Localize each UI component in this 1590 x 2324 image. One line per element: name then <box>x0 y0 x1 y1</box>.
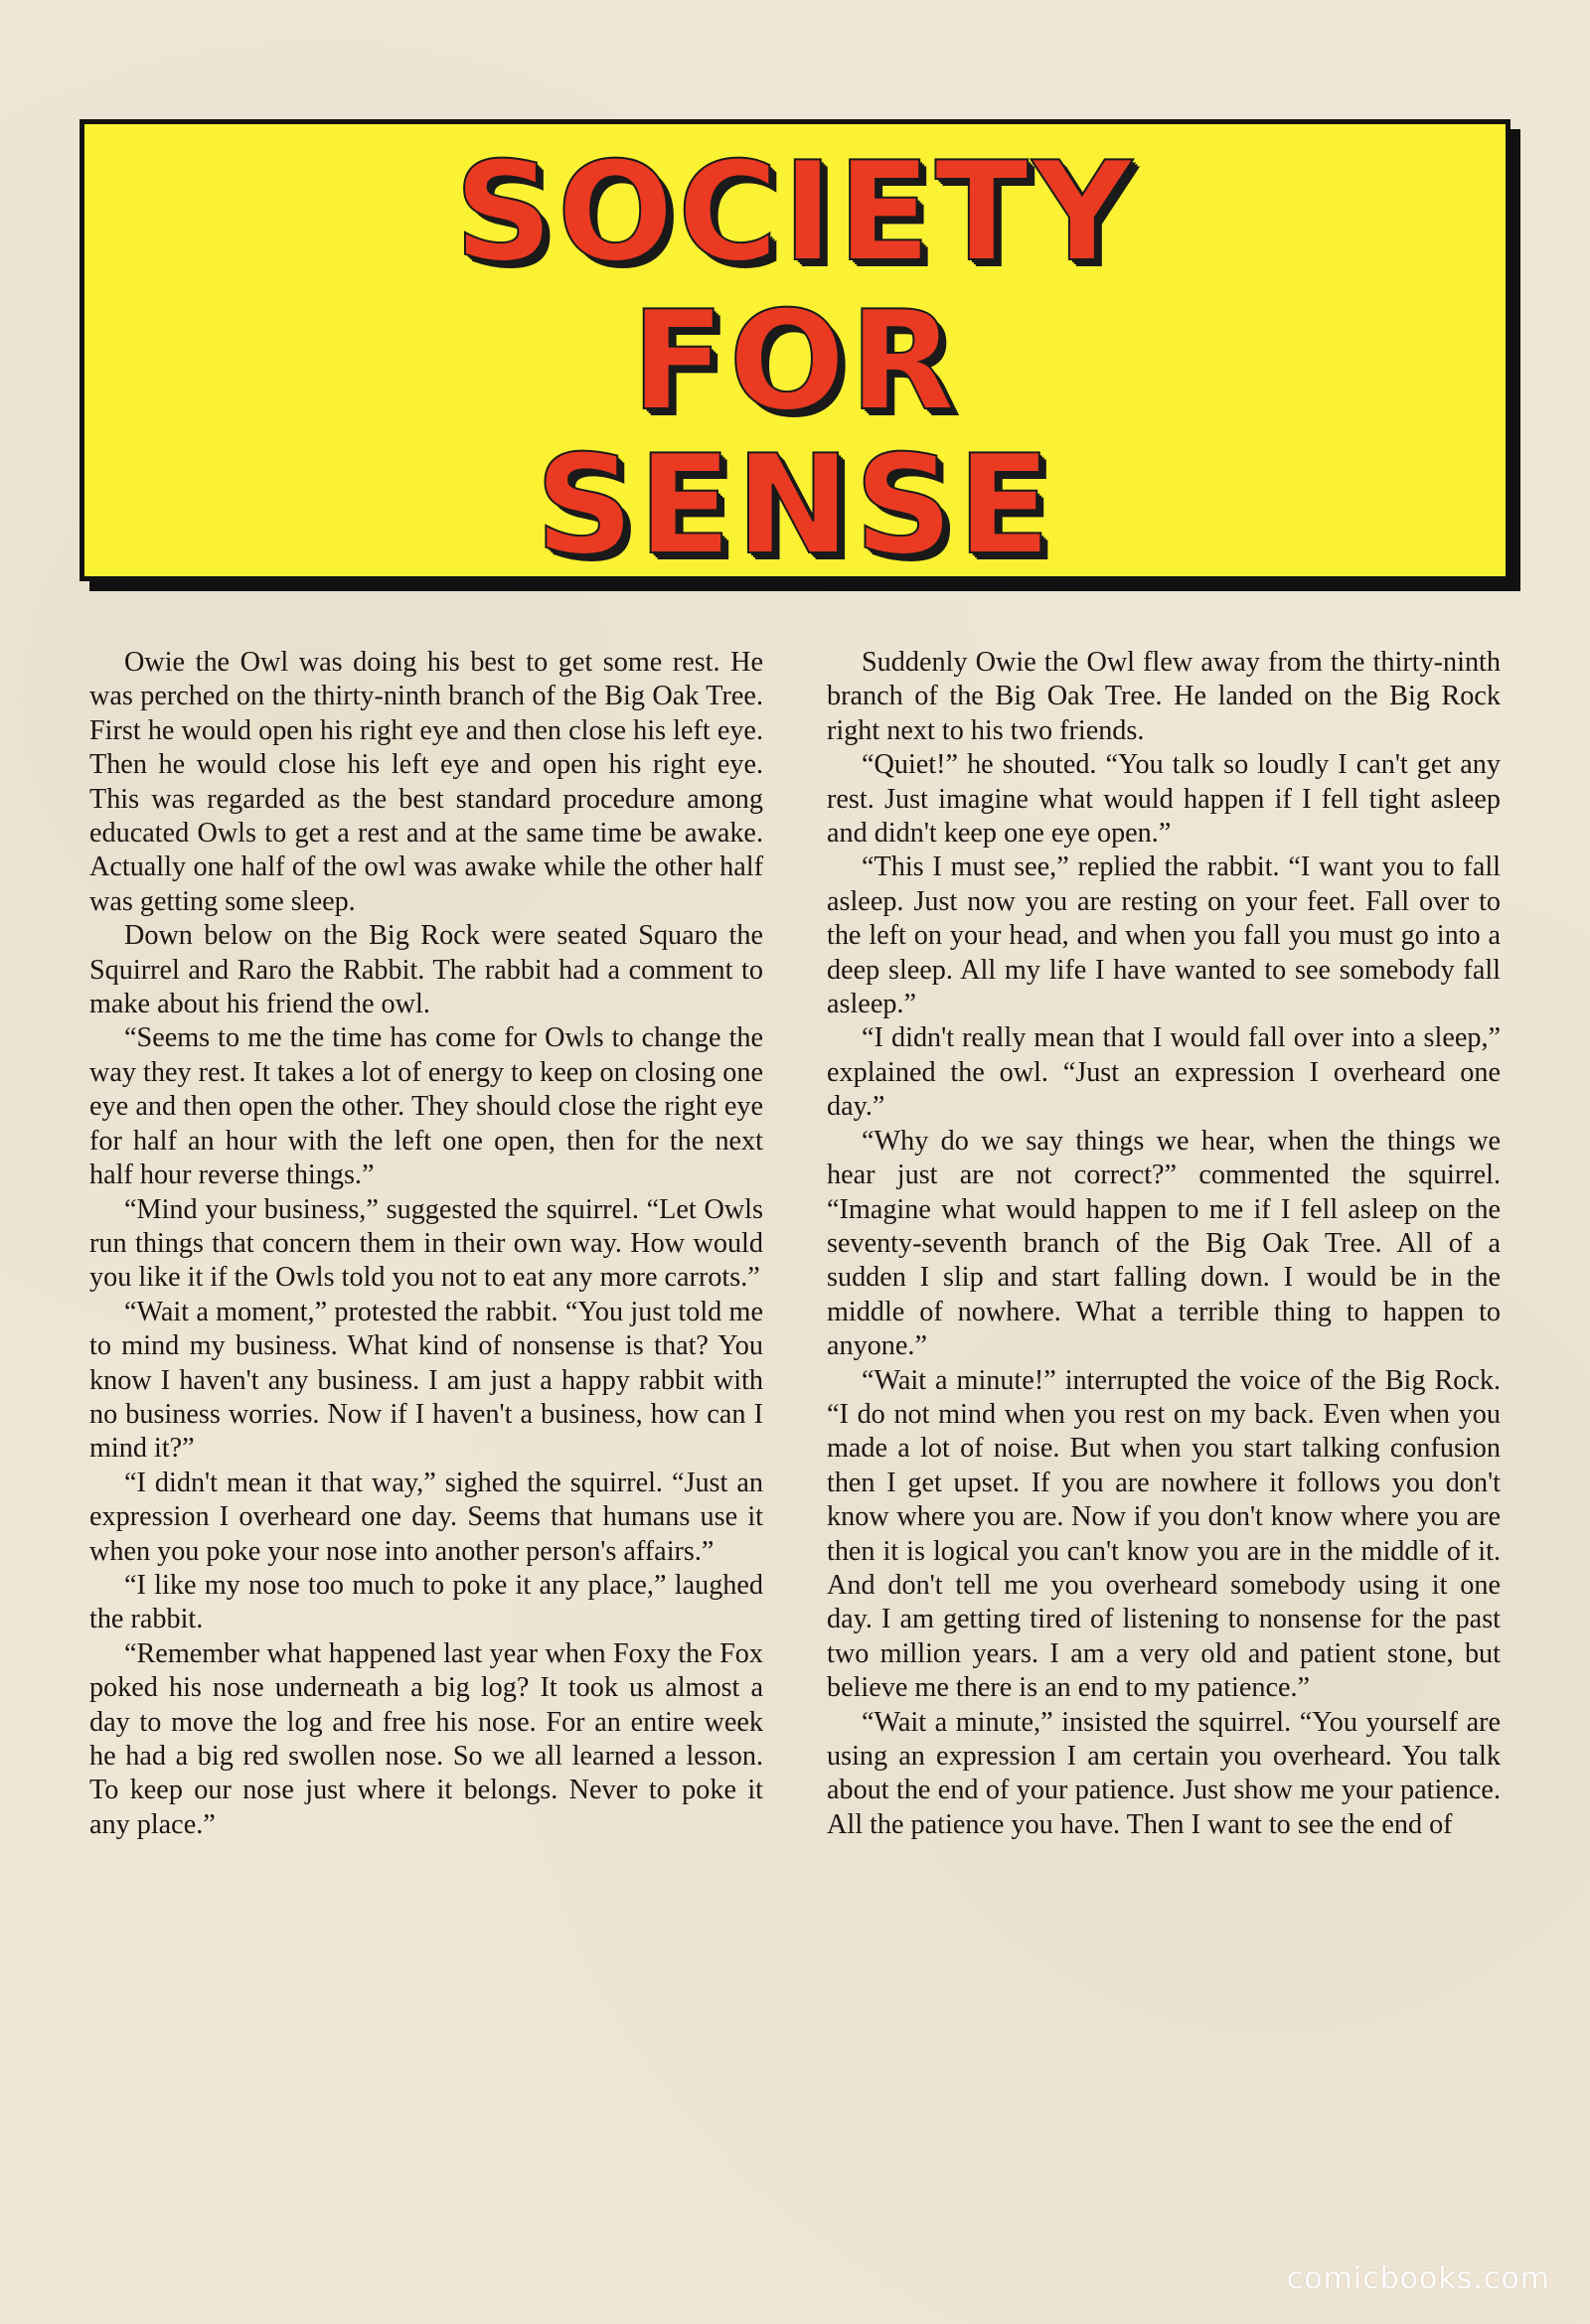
title-line-society: SOCIETY <box>454 132 1136 292</box>
paragraph: “Seems to me the time has come for Owls to change the way they rest. It takes a lot of energy to keep on closing one eye and then open the other. They should close the right eye for half an hour with the left one open, then for the next half hour reverse things.” <box>89 1022 763 1191</box>
paragraph: Down below on the Big Rock were seated Squaro the Squirrel and Raro the Rabbit. The rabbit had a comment to make about his friend the owl. <box>89 920 763 1020</box>
paragraph: “Mind your business,” suggested the squirrel. “Let Owls run things that concern them in their own way. How would you like it if the Owls told you not to eat any more carrots.” <box>89 1193 763 1294</box>
paragraph: “This I must see,” replied the rabbit. “I want you to fall asleep. Just now you are resting on your feet. Fall over to the left on your head, and when you fall you must go into a deep sleep. All my life I have wanted to see somebody fall asleep.” <box>827 852 1501 1020</box>
paragraph: “I didn't really mean that I would fall over into a sleep,” explained the owl. “Just an expression I overheard one day.” <box>827 1022 1501 1123</box>
site-watermark: comicbooks.com <box>1286 2261 1550 2296</box>
title-line-sense: SENSE <box>535 425 1055 585</box>
paragraph: “I didn't mean it that way,” sighed the squirrel. “Just an expression I overheard one day. Seems that humans use it when you poke your nose into another person's affairs.” <box>89 1467 763 1567</box>
paragraph: “Why do we say things we hear, when the things we hear just are not correct?” commented the squirrel. “Imagine what would happen to me if I fell asleep on the seventy-seventh branch of the Big Oak Tree. All of a sudden I slip and start falling down. I would be in the middle of nowhere. What a terrible thing to happen to anyone.” <box>827 1125 1501 1362</box>
paragraph: “Wait a minute!” interrupted the voice of the Big Rock. “I do not mind when you rest on my back. Even when you made a lot of noise. But when you start talking confusion then I get upset. If you are nowhere it follows you don't know where you are. Now if you don't know where you are then it is logical you can't know you are in the middle of it. And don't tell me you overheard somebody using it one day. I am getting tired of listening to nonsense for the past two million years. I am a very old and patient stone, but believe me there is an end to my patience.” <box>827 1364 1501 1704</box>
paragraph: Suddenly Owie the Owl flew away from the thirty-ninth branch of the Big Oak Tree. He landed on the Big Rock right next to his two friends. <box>827 647 1501 746</box>
paragraph: “Wait a moment,” protested the rabbit. “You just told me to mind my business. What kind of nonsense is that? You know I haven't any business. I am just a happy rabbit with no business worries. Now if I haven't a business, how can I mind it?” <box>89 1296 763 1465</box>
story-column-right <box>827 646 1501 1842</box>
paragraph: “Wait a minute,” insisted the squirrel. “You yourself are using an expression I am certain you overheard. You talk about the end of your patience. Just show me your patience. All the patience you have. Then I want to see the end of <box>827 1706 1501 1840</box>
paragraph: Owie the Owl was doing his best to get some rest. He was perched on the thirty-ninth branch of the Big Oak Tree. First he would open his right eye and then close his left eye. Then he would close his left eye and open his right eye. This was regarded as the best standard procedure among educated Owls to get a rest and at the same time be awake. Actually one half of the owl was awake while the other half was getting some sleep. <box>89 647 763 917</box>
title-line-for: FOR <box>631 281 959 441</box>
paragraph: “I like my nose too much to poke it any place,” laughed the rabbit. <box>89 1569 763 1635</box>
paragraph: “Remember what happened last year when Foxy the Fox poked his nose underneath a big log? It took us almost a day to move the log and free his nose. For an entire week he had a big red swollen nose. So we all learned a lesson. To keep our nose just where it belongs. Never to poke it any place.” <box>89 1637 763 1840</box>
paragraph: “Quiet!” he shouted. “You talk so loudly I can't get any rest. Just imagine what would happen if I fell tight asleep and didn't keep one eye open.” <box>827 749 1501 850</box>
title-banner <box>80 119 1510 585</box>
story-column-left <box>89 646 763 1842</box>
